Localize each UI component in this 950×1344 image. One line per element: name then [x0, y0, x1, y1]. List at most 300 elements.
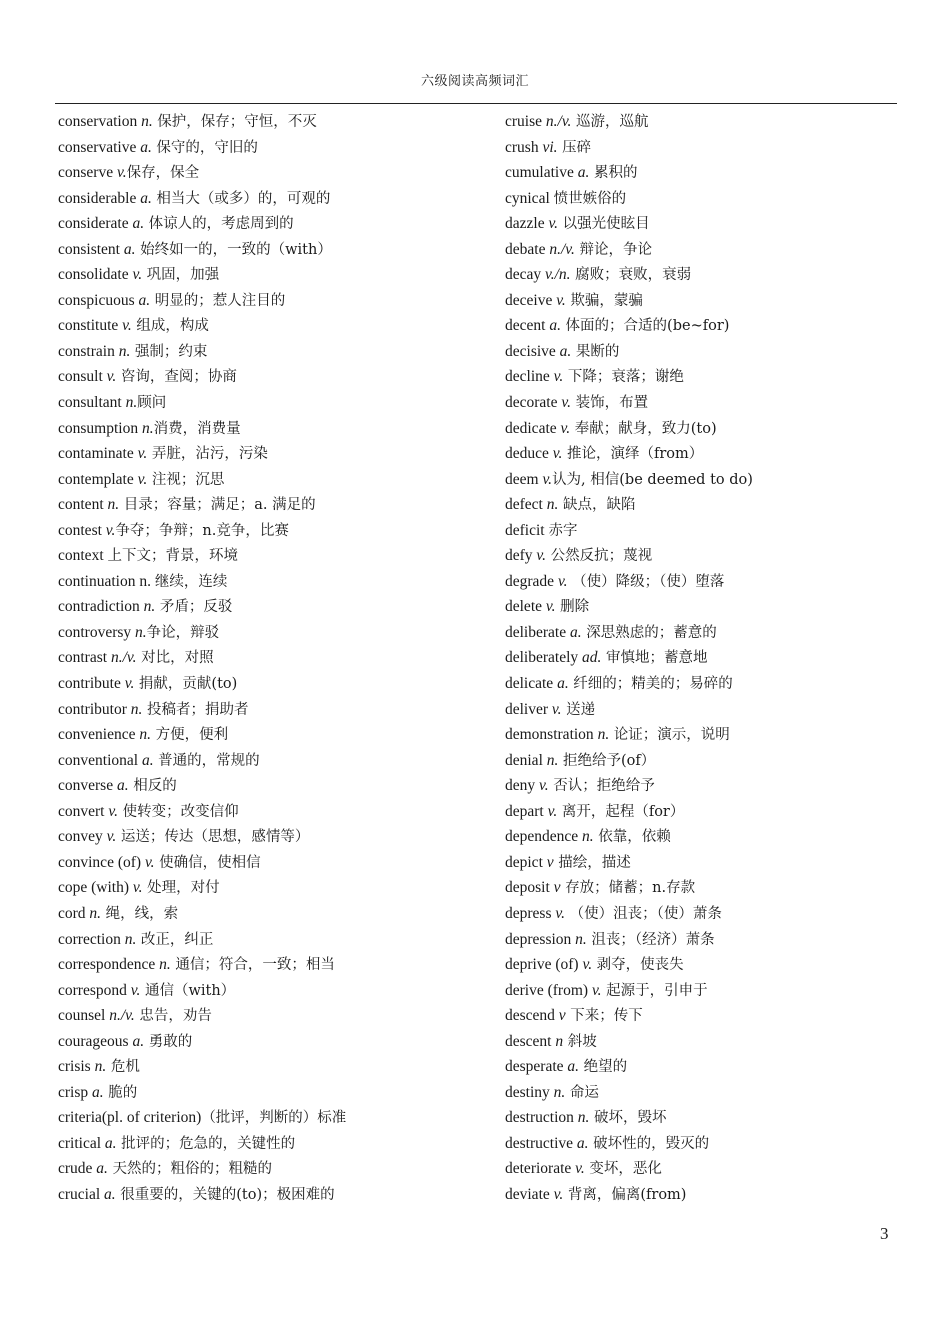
vocab-entry: [58, 722, 488, 748]
part-of-speech: a.: [123, 240, 136, 258]
vocab-entry: [58, 492, 488, 518]
part-of-speech: n.: [143, 598, 156, 616]
part-of-speech: v.: [132, 266, 143, 284]
part-of-speech: n.: [597, 726, 610, 744]
part-of-speech: n.: [159, 956, 171, 974]
vocab-word: correction: [58, 930, 125, 948]
part-of-speech: a.: [116, 777, 129, 795]
vocab-word: convince (of): [58, 853, 145, 871]
vocab-entry: [505, 186, 905, 212]
vocab-word: correspond: [58, 981, 131, 999]
vocab-entry: [505, 952, 905, 978]
part-of-speech: v.: [556, 291, 566, 309]
vocab-definition: 缺点，缺陷: [558, 497, 636, 514]
vocab-definition: 目录；容量；满足；a. 满足的: [119, 497, 316, 514]
part-of-speech: v.: [137, 470, 148, 488]
vocab-word: continuation n.: [58, 572, 155, 590]
vocab-word: contributor: [58, 700, 131, 718]
vocab-entry: [505, 697, 905, 723]
vocab-word: destructive: [505, 1134, 577, 1152]
vocab-entry: [58, 1003, 488, 1029]
part-of-speech: v.: [130, 981, 141, 999]
vocab-word: defy: [505, 547, 537, 565]
vocab-definition: 捐献，贡献(to): [134, 676, 238, 693]
vocab-word: critical: [58, 1134, 105, 1152]
vocab-word: consistent: [58, 240, 124, 258]
vocab-definition: 批评的；危急的，关键性的: [116, 1135, 296, 1152]
vocab-entry: [58, 518, 488, 544]
part-of-speech: v.: [124, 675, 135, 693]
vocab-word: considerate: [58, 215, 133, 233]
vocab-entry: [58, 339, 488, 365]
part-of-speech: v.: [144, 853, 155, 871]
vocab-word: deem: [505, 470, 543, 488]
vocab-definition: 投稿者；捐助者: [142, 701, 249, 718]
vocab-word: controversy: [58, 623, 136, 641]
vocab-definition: 保护，保存；守恒，不灭: [152, 114, 317, 130]
vocab-entry: [505, 237, 905, 263]
vocab-entry: [505, 467, 905, 493]
vocab-definition: 组成，构成: [131, 318, 209, 335]
vocab-word: deteriorate: [505, 1160, 576, 1178]
vocab-entry: [58, 824, 488, 850]
vocab-entry: [58, 927, 488, 953]
vocab-definition: 通信；符合，一致；相当: [170, 957, 335, 974]
part-of-speech: n.: [553, 1083, 566, 1101]
vocab-entry: [505, 1080, 905, 1106]
part-of-speech: a.: [96, 1160, 108, 1178]
part-of-speech: n: [555, 1032, 564, 1050]
part-of-speech: a.: [576, 1134, 589, 1152]
vocab-definition: 起源于，引申于: [601, 982, 708, 999]
vocab-entry: [505, 339, 905, 365]
part-of-speech: v.: [552, 445, 563, 463]
vocab-entry: [58, 390, 488, 416]
vocab-definition: （使）降级；（使）堕落: [567, 573, 725, 590]
vocab-word: crisp: [58, 1083, 93, 1101]
vocab-entry: [505, 441, 905, 467]
vocab-entry: [58, 1080, 488, 1106]
vocab-word: deprive (of): [505, 956, 583, 974]
vocab-definition: 拒绝给予(of）: [558, 752, 656, 769]
vocab-definition: 巡游，巡航: [571, 114, 649, 130]
vocab-word: dazzle: [505, 215, 549, 233]
vocab-definition: 认为, 相信(be deemed to do): [552, 471, 753, 488]
vocab-definition: 使转变；改变信仰: [117, 803, 239, 820]
part-of-speech: v.: [132, 879, 143, 897]
vocab-definition: 继续，连续: [154, 573, 228, 590]
vocab-definition: 否认；拒绝给予: [548, 778, 655, 795]
vocab-definition: 对比，对照: [136, 650, 214, 667]
part-of-speech: n.: [125, 394, 138, 412]
part-of-speech: n.: [141, 419, 154, 437]
part-of-speech: a.: [549, 317, 561, 335]
vocab-definition: 依靠，依赖: [593, 829, 671, 846]
part-of-speech: v.: [106, 368, 117, 386]
vocab-word: dedicate: [505, 419, 561, 437]
vocab-definition: 勇敢的: [144, 1033, 193, 1050]
vocab-word: depression: [505, 930, 576, 948]
part-of-speech: v.: [106, 828, 117, 846]
vocab-definition: 推论，演绎（from）: [562, 446, 704, 463]
part-of-speech: n.: [135, 623, 147, 641]
part-of-speech: a.: [92, 1083, 104, 1101]
vocab-word: crush: [505, 138, 543, 156]
vocab-definition: 背离，偏离(from): [563, 1186, 687, 1203]
part-of-speech: n./v.: [110, 649, 137, 667]
vocab-entry: [58, 543, 488, 569]
vocab-entry: [505, 1105, 905, 1131]
vocab-definition: 纤细的；精美的；易碎的: [568, 676, 733, 693]
vocab-word: conserve: [58, 164, 117, 182]
part-of-speech: v.: [560, 419, 571, 437]
vocab-entry: [58, 875, 488, 901]
vocab-entry: [58, 262, 488, 288]
vocab-entry: [505, 1156, 905, 1182]
part-of-speech: a.: [132, 1032, 145, 1050]
vocab-entry: [58, 901, 488, 927]
vocab-entry: [505, 211, 905, 237]
vocab-entry: [58, 773, 488, 799]
part-of-speech: a.: [559, 342, 572, 360]
vocab-definition: 明显的；惹人注目的: [150, 292, 286, 309]
vocab-entry: [58, 978, 488, 1004]
vocab-definition: 上下文；背景，环境: [107, 548, 238, 565]
vocab-entry: [58, 135, 488, 161]
vocab-word: delete: [505, 598, 546, 616]
vocab-definition: 赤字: [548, 522, 578, 539]
part-of-speech: v.: [108, 802, 118, 820]
vocabulary-column-left: [58, 109, 488, 1208]
vocab-entry: [505, 543, 905, 569]
part-of-speech: v.: [548, 215, 559, 233]
vocab-definition: （使）沮丧；（使）萧条: [564, 905, 722, 922]
vocab-definition: 改正，纠正: [136, 931, 214, 948]
vocab-entry: [58, 467, 488, 493]
vocab-word: deviate: [505, 1185, 554, 1203]
part-of-speech: v.: [575, 1160, 585, 1178]
vocab-word: conventional: [58, 751, 142, 769]
vocab-definition: 绝望的: [579, 1059, 628, 1076]
vocab-definition: 删除: [555, 599, 590, 616]
vocab-definition: 咨询，查阅；协商: [116, 369, 237, 386]
vocab-entry: [505, 1054, 905, 1080]
vocab-entry: [505, 620, 905, 646]
vocabulary-column-right: [505, 109, 905, 1208]
vocab-word: deduce: [505, 445, 553, 463]
vocab-word: contribute: [58, 675, 125, 693]
part-of-speech: n.: [118, 342, 131, 360]
vocab-word: courageous: [58, 1032, 133, 1050]
part-of-speech: a.: [567, 1058, 580, 1076]
vocab-word: derive (from): [505, 981, 592, 999]
vocab-word: decisive: [505, 342, 560, 360]
part-of-speech: n.: [89, 904, 102, 922]
vocab-definition: 巩固，加强: [142, 267, 220, 284]
vocab-entry: [505, 850, 905, 876]
vocab-word: deficit: [505, 521, 549, 539]
part-of-speech: v: [553, 879, 561, 897]
vocab-definition: 审慎地；蓄意地: [601, 650, 708, 667]
vocab-word: decorate: [505, 394, 562, 412]
vocab-definition: 变坏，恶化: [584, 1161, 662, 1178]
vocab-entry: [58, 952, 488, 978]
vocab-entry: [505, 722, 905, 748]
vocab-entry: [58, 186, 488, 212]
vocab-definition: 保存，保全: [126, 165, 200, 182]
vocab-word: delicate: [505, 675, 558, 693]
vocab-entry: [58, 671, 488, 697]
part-of-speech: v.: [561, 394, 571, 412]
vocab-entry: [505, 901, 905, 927]
vocab-word: depart: [505, 802, 548, 820]
vocab-definition: 处理，对付: [142, 880, 220, 897]
vocab-entry: [58, 645, 488, 671]
vocab-definition: 破坏，毁坏: [589, 1110, 667, 1127]
vocab-entry: [505, 748, 905, 774]
vocab-word: depict: [505, 853, 547, 871]
vocab-word: conservation: [58, 113, 142, 130]
vocab-word: cord: [58, 904, 90, 922]
vocab-word: contest: [58, 521, 106, 539]
vocab-entry: [58, 697, 488, 723]
vocab-definition: 论证；演示，说明: [609, 727, 730, 744]
vocab-word: crucial: [58, 1185, 105, 1203]
part-of-speech: n.: [575, 930, 587, 948]
vocab-entry: [58, 1182, 488, 1208]
vocab-definition: 强制；约束: [130, 343, 208, 360]
vocab-word: converse: [58, 777, 117, 795]
part-of-speech: a.: [140, 138, 152, 156]
vocab-word: considerable: [58, 189, 141, 207]
vocab-definition: 忠告，劝告: [134, 1008, 212, 1025]
vocab-entry: [58, 594, 488, 620]
part-of-speech: v.: [116, 164, 127, 182]
part-of-speech: n.: [139, 726, 151, 744]
vocab-definition: 很重要的，关键的(to)；极困难的: [115, 1186, 335, 1203]
vocab-definition: 脆的: [103, 1084, 138, 1101]
vocab-word: consultant: [58, 394, 126, 412]
vocab-entry: [505, 978, 905, 1004]
vocab-definition: 果断的: [571, 343, 620, 360]
vocab-entry: [505, 773, 905, 799]
vocab-entry: [58, 1105, 488, 1131]
vocab-definition: 命运: [565, 1084, 599, 1101]
vocab-word: deliver: [505, 700, 552, 718]
part-of-speech: v: [558, 1007, 566, 1025]
vocab-definition: 描绘，描述: [553, 854, 631, 871]
vocab-entry: [505, 1029, 905, 1055]
vocab-entry: [505, 1003, 905, 1029]
vocab-word: contaminate: [58, 445, 138, 463]
vocab-word: constrain: [58, 342, 119, 360]
vocab-word: decay: [505, 266, 546, 284]
vocab-entry: [505, 1182, 905, 1208]
vocab-definition: 弄脏，沾污，污染: [147, 446, 268, 463]
vocab-entry: [58, 416, 488, 442]
vocab-definition: 愤世嫉俗的: [553, 190, 627, 207]
vocab-word: conservative: [58, 138, 141, 156]
vocab-entry: [58, 748, 488, 774]
vocab-word: consult: [58, 368, 107, 386]
vocab-word: contrast: [58, 649, 111, 667]
vocab-entry: [58, 237, 488, 263]
vocab-entry: [58, 288, 488, 314]
vocab-entry: [505, 824, 905, 850]
part-of-speech: v: [546, 853, 554, 871]
vocab-definition: 矛盾；反驳: [155, 599, 233, 616]
part-of-speech: v.: [539, 777, 549, 795]
header-divider: [55, 103, 897, 104]
vocab-definition: 天然的；粗俗的；粗糙的: [107, 1161, 273, 1178]
vocab-word: deliberately: [505, 649, 583, 667]
vocab-definition: 深思熟虑的；蓄意的: [581, 624, 717, 641]
vocab-word: contemplate: [58, 470, 138, 488]
vocab-word: consolidate: [58, 266, 133, 284]
part-of-speech: v.: [545, 598, 556, 616]
part-of-speech: v.: [542, 470, 553, 488]
vocab-entry: [58, 1029, 488, 1055]
vocab-entry: [505, 518, 905, 544]
vocab-word: crisis: [58, 1058, 95, 1076]
vocab-word: content: [58, 496, 108, 514]
vocab-word: destruction: [505, 1109, 578, 1127]
vocab-word: deliberate: [505, 623, 570, 641]
vocab-definition: 普通的，常规的: [153, 752, 260, 769]
vocab-word: convert: [58, 802, 109, 820]
vocab-entry: [58, 1156, 488, 1182]
part-of-speech: v./n.: [545, 266, 571, 284]
part-of-speech: v.: [557, 572, 568, 590]
vocab-definition: 下来；传下: [565, 1008, 643, 1025]
vocab-definition: 保守的，守旧的: [151, 139, 258, 156]
vocab-word: demonstration: [505, 726, 598, 744]
vocab-word: decline: [505, 368, 554, 386]
vocab-entry: [58, 850, 488, 876]
vocab-word: contradiction: [58, 598, 144, 616]
vocab-entry: [58, 313, 488, 339]
vocab-entry: [58, 211, 488, 237]
vocab-definition: 相反的: [128, 778, 177, 795]
part-of-speech: n./v.: [549, 240, 575, 258]
page-header-title: 六级阅读高频词汇: [420, 74, 529, 89]
vocab-definition: 压碎: [557, 139, 592, 156]
part-of-speech: v.: [582, 956, 593, 974]
part-of-speech: n.: [130, 700, 143, 718]
vocab-word: denial: [505, 751, 547, 769]
vocab-word: debate: [505, 240, 550, 258]
part-of-speech: v.: [553, 368, 564, 386]
part-of-speech: n.: [124, 930, 137, 948]
vocab-word: cruise: [505, 113, 546, 130]
vocab-definition: 危机: [106, 1059, 140, 1076]
vocab-definition: 顾问: [137, 395, 167, 412]
vocab-definition: 体面的；合适的(be~for): [560, 318, 730, 335]
vocab-entry: [505, 288, 905, 314]
vocab-word: context: [58, 547, 108, 565]
vocab-definition: 奉献；献身，致力(to): [570, 420, 717, 437]
page-number: 3: [880, 1224, 889, 1243]
vocab-entry: [58, 1131, 488, 1157]
vocab-definition: 注视；沉思: [147, 471, 225, 488]
part-of-speech: a.: [132, 215, 145, 233]
part-of-speech: n./v.: [545, 113, 572, 130]
vocab-entry: [505, 160, 905, 186]
vocab-word: deceive: [505, 291, 557, 309]
vocab-definition: 装饰，布置: [570, 395, 649, 412]
part-of-speech: v.: [553, 1185, 564, 1203]
vocab-definition: 欺骗，蒙骗: [565, 292, 643, 309]
part-of-speech: v.: [555, 904, 565, 922]
part-of-speech: a.: [141, 751, 154, 769]
part-of-speech: n./v.: [109, 1007, 135, 1025]
part-of-speech: vi.: [542, 138, 558, 156]
vocab-definition: （批评，判断的）标准: [201, 1110, 347, 1127]
vocab-entry: [505, 109, 905, 135]
vocab-word: consumption: [58, 419, 142, 437]
part-of-speech: n.: [546, 496, 559, 514]
vocab-definition: 消费，消费量: [153, 420, 241, 437]
part-of-speech: v.: [536, 547, 547, 565]
vocab-definition: 离开，起程（for）: [557, 803, 685, 820]
part-of-speech: v.: [551, 700, 562, 718]
vocab-entry: [505, 671, 905, 697]
vocab-definition: 始终如一的，一致的（with）: [135, 241, 332, 258]
vocab-word: cumulative: [505, 164, 578, 182]
vocab-entry: [58, 1054, 488, 1080]
vocab-definition: 辩论，争论: [574, 241, 652, 258]
vocab-entry: [505, 492, 905, 518]
vocab-definition: 沮丧；（经济）萧条: [586, 931, 715, 948]
vocab-definition: 破坏性的，毁灭的: [588, 1135, 710, 1152]
vocab-definition: 体谅人的，考虑周到的: [144, 216, 294, 233]
vocab-word: counsel: [58, 1007, 110, 1025]
vocab-word: criteria(pl. of criterion): [58, 1109, 202, 1127]
vocab-entry: [505, 875, 905, 901]
vocab-entry: [505, 416, 905, 442]
vocab-definition: 斜坡: [563, 1033, 597, 1050]
vocab-entry: [505, 313, 905, 339]
vocab-word: correspondence: [58, 956, 160, 974]
vocab-definition: 相当大（或多）的，可观的: [151, 190, 331, 207]
vocab-word: dependence: [505, 828, 583, 846]
vocab-word: convenience: [58, 726, 140, 744]
vocab-entry: [505, 1131, 905, 1157]
vocab-definition: 方便，便利: [150, 727, 229, 744]
vocab-word: cynical: [505, 189, 554, 207]
vocab-word: crude: [58, 1160, 97, 1178]
vocab-entry: [505, 927, 905, 953]
vocab-entry: [58, 569, 488, 595]
part-of-speech: n.: [582, 828, 594, 846]
vocab-word: defect: [505, 496, 547, 514]
part-of-speech: a.: [577, 164, 590, 182]
part-of-speech: ad.: [582, 649, 602, 667]
part-of-speech: v.: [122, 317, 132, 335]
vocab-word: deposit: [505, 879, 554, 897]
part-of-speech: a.: [104, 1134, 117, 1152]
part-of-speech: n.: [577, 1109, 590, 1127]
vocab-definition: 争夺；争辩；n.竞争，比赛: [115, 522, 289, 539]
vocab-word: cope (with): [58, 879, 133, 897]
vocab-definition: 下降；衰落；谢绝: [563, 369, 684, 386]
vocab-definition: 腐败；衰败，衰弱: [570, 267, 692, 284]
vocab-definition: 存放；储蓄；n.存款: [560, 880, 696, 897]
vocab-entry: [58, 799, 488, 825]
vocab-word: conspicuous: [58, 291, 139, 309]
vocab-entry: [505, 645, 905, 671]
vocab-entry: [58, 364, 488, 390]
